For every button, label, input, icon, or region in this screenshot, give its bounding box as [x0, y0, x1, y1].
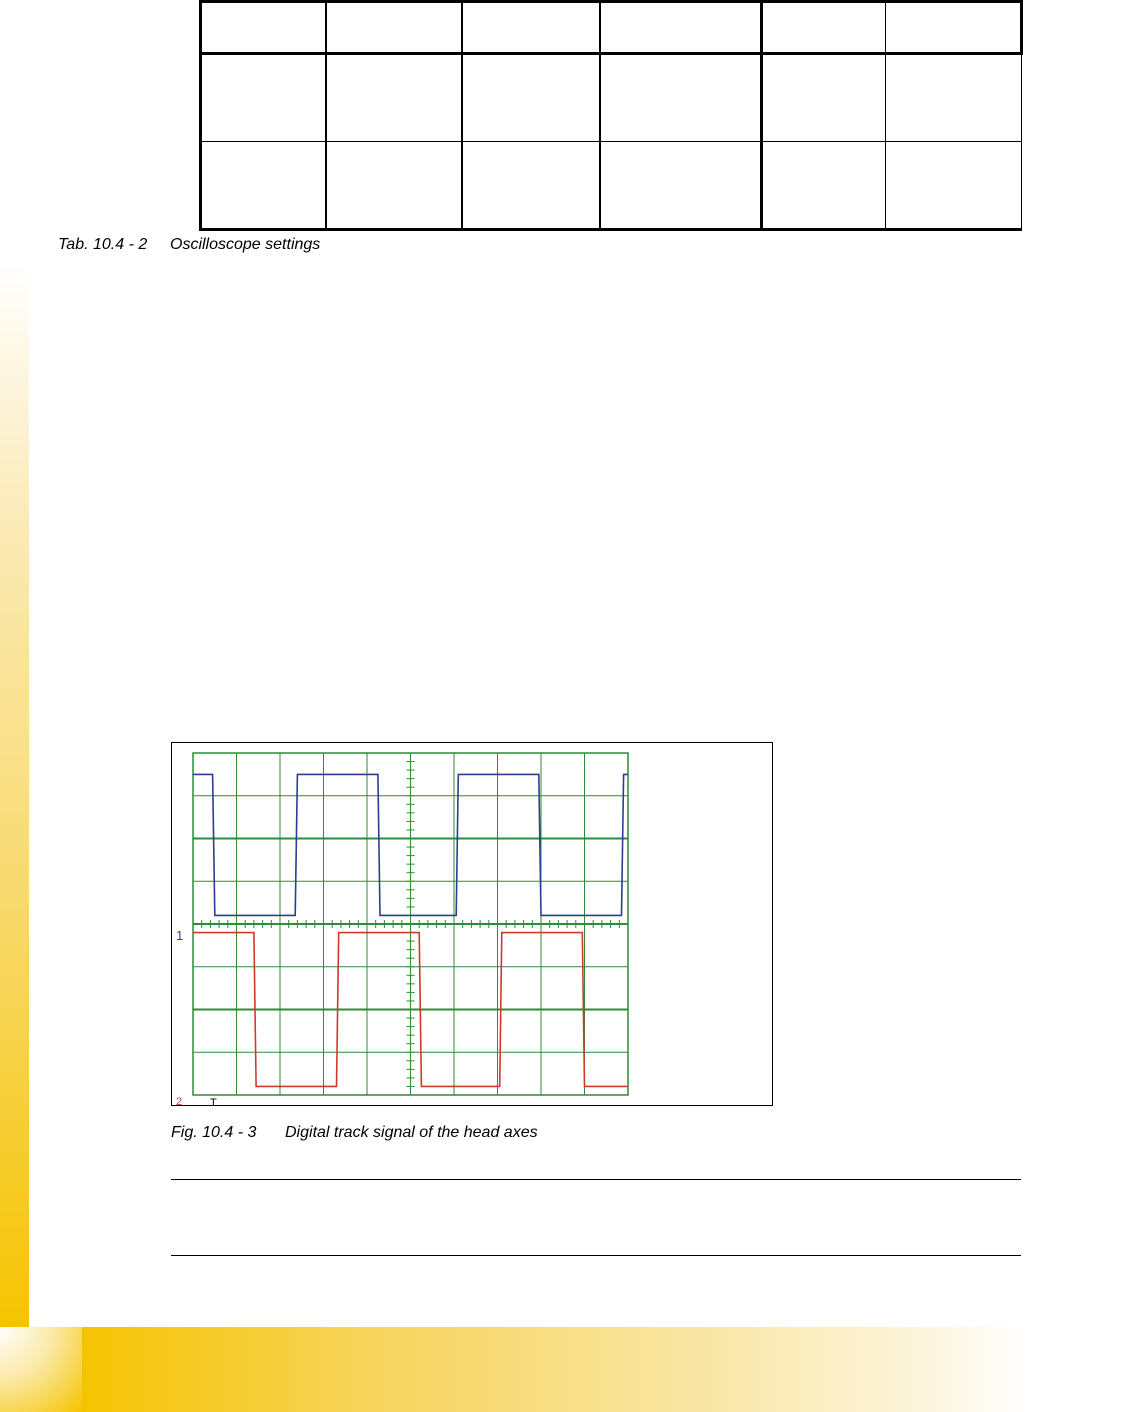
table-cell [762, 142, 886, 230]
note-top-rule [171, 1179, 1021, 1180]
trigger-marker-label: T [210, 1097, 217, 1105]
oscilloscope-chart [172, 743, 772, 1105]
footer-corner-decoration [0, 1327, 82, 1412]
figure-caption [171, 1124, 538, 1142]
table-caption [58, 236, 320, 254]
channel1-marker-label: 1 [176, 928, 184, 943]
table-cell [326, 142, 462, 230]
table-cell [462, 142, 600, 230]
note-bottom-rule [171, 1255, 1021, 1256]
table-cell [886, 142, 1022, 230]
footer-decorative-band [82, 1327, 1032, 1412]
table-cell [762, 54, 886, 142]
table-header-row [201, 2, 1022, 54]
table-cell [600, 142, 762, 230]
oscilloscope-figure-frame [171, 742, 773, 1106]
table-caption-text: Oscilloscope settings [170, 236, 321, 253]
table-cell [201, 142, 326, 230]
figure-caption-number: Fig. 10.4 - 3 [171, 1124, 257, 1141]
oscilloscope-settings-table [199, 0, 1023, 231]
table-row [201, 54, 1022, 142]
table-caption-number: Tab. 10.4 - 2 [58, 236, 148, 253]
channel2-marker-label: 2 [176, 1096, 183, 1105]
table-row [201, 142, 1022, 230]
table-cell [326, 54, 462, 142]
table-cell [886, 2, 1022, 54]
table-cell [762, 2, 886, 54]
table-cell [326, 2, 462, 54]
left-decorative-bar [0, 262, 29, 1328]
table-cell [201, 54, 326, 142]
table-cell [886, 54, 1022, 142]
table-cell [600, 2, 762, 54]
table-cell [462, 54, 600, 142]
table-cell [462, 2, 600, 54]
figure-caption-text: Digital track signal of the head axes [285, 1124, 538, 1141]
table-cell [201, 2, 326, 54]
table-cell [600, 54, 762, 142]
